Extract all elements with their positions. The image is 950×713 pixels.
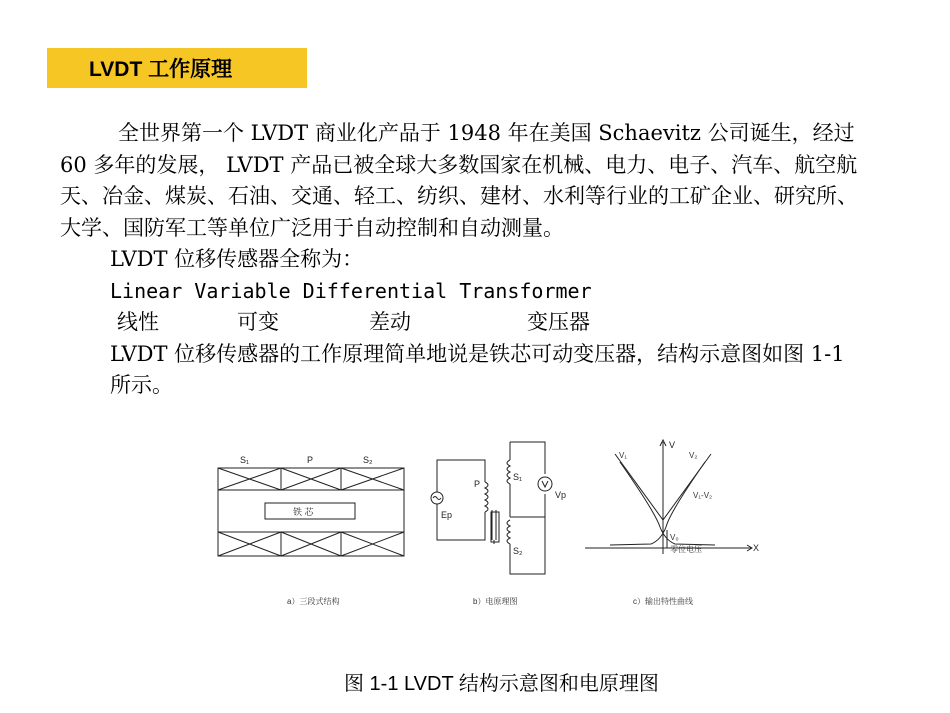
fig-b-vp-label: Vp	[555, 490, 567, 500]
fig-a-p-label: P	[307, 455, 314, 465]
fig-a-s1-label: S₁	[240, 455, 250, 465]
figure-c-curves	[585, 440, 752, 554]
fullname-intro: LVDT 位移传感器全称为：	[110, 247, 364, 271]
fig-a-core-label: 铁 芯	[293, 507, 314, 517]
fig-c-x-axis: X	[753, 543, 760, 553]
fig-c-v2-label: V₂	[689, 451, 698, 460]
figure-caption: 图 1-1 LVDT 结构示意图和电原理图	[344, 673, 659, 695]
fullname-terms	[60, 307, 860, 339]
term-variable: 可变	[237, 310, 279, 334]
paragraph-principle-text: LVDT 位移传感器的工作原理简单地说是铁芯可动变压器，结构示意图如图 1-1 所示。	[110, 341, 845, 397]
fig-a-caption: a）三段式结构	[287, 597, 340, 606]
figure-b-circuit	[431, 442, 552, 574]
paragraph-history: 全世界第一个 LVDT 商业化产品于 1948 年在美国 Schaevitz 公司诞生，经过 60 多年的发展， LVDT 产品已被全球大多数国家在机械、电力、电子、汽车、航空航天、冶金、煤炭、石油、交通、轻工、纺织、建材、水利等行业的工矿企业、研究所、大学、国防军工等单位广泛用于自动控制和自动测量。	[60, 121, 858, 240]
page-title: LVDT 工作原理	[89, 58, 233, 81]
fig-c-diff-label: V₁-V₂	[693, 491, 713, 500]
fig-c-v1-label: V₁	[619, 451, 628, 460]
fig-a-s2-label: S₂	[363, 455, 373, 465]
fig-b-p-label: P	[474, 479, 481, 489]
title-banner	[47, 48, 307, 88]
term-differential: 差动	[369, 310, 411, 334]
fig-c-zero-label: 零位电压	[670, 545, 702, 554]
fig-b-caption: b）电原理图	[473, 597, 518, 606]
paragraph-principle	[60, 339, 860, 402]
fig-c-v0-label: V₀	[670, 533, 679, 542]
fig-b-ep-label: Ep	[441, 510, 453, 520]
fig-c-v-axis: V	[669, 440, 676, 450]
fig-b-s2-label: S₂	[513, 546, 523, 556]
fullname-english: Linear Variable Differential Transformer	[110, 278, 592, 303]
fig-b-s1-label: S₁	[513, 472, 523, 482]
lvdt-figure	[215, 432, 775, 612]
body-text	[60, 118, 860, 402]
term-linear: 线性	[117, 310, 159, 334]
term-transformer: 变压器	[527, 310, 590, 334]
fig-c-caption: c）输出特性曲线	[633, 597, 693, 606]
